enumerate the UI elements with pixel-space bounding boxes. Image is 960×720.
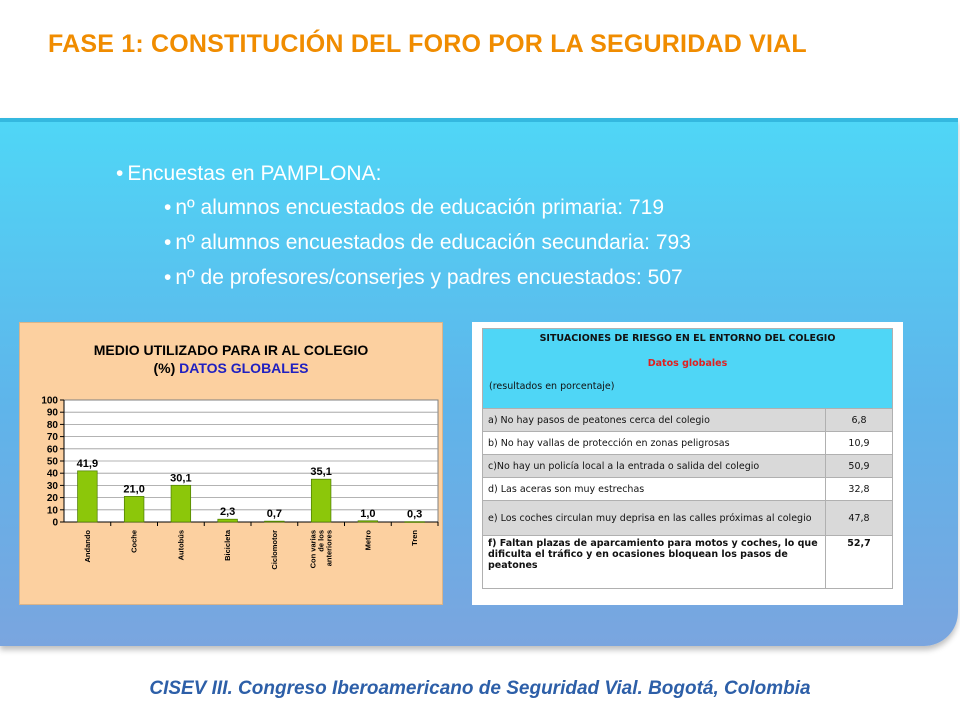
bar xyxy=(218,519,238,522)
footer: CISEV III. Congreso Iberoamericano de Seguridad Vial. Bogotá, Colombia xyxy=(149,678,811,699)
bullet-sub-3: • nº de profesores/conserjes y padres encuestados: 507 xyxy=(164,266,683,289)
row-value: 10,9 xyxy=(826,432,893,455)
row-label: d) Las aceras son muy estrechas xyxy=(483,478,826,501)
row-value: 52,7 xyxy=(826,536,893,589)
data-label: 0,7 xyxy=(266,508,283,521)
x-tick-label xyxy=(270,530,279,570)
bar xyxy=(78,471,98,522)
risk-table-box xyxy=(472,322,903,605)
chart-subtitle-prefix: (%) xyxy=(153,360,180,376)
x-tick-label xyxy=(130,530,139,553)
risk-table-subtitle: Datos globales xyxy=(647,358,728,369)
table-row xyxy=(483,501,893,536)
row-value: 50,9 xyxy=(826,455,893,478)
x-tick-label xyxy=(83,530,92,563)
bullet-main: • Encuestas en PAMPLONA: xyxy=(116,162,382,185)
y-tick-label: 100 xyxy=(41,395,58,407)
row-label: c)No hay un policía local a la entrada o salida del colegio xyxy=(483,455,826,478)
bar xyxy=(265,521,285,522)
slide-title: FASE 1: CONSTITUCIÓN DEL FORO POR LA SEGURIDAD VIAL xyxy=(48,30,807,58)
risk-table-header xyxy=(483,329,893,409)
data-label: 21,0 xyxy=(123,483,145,496)
y-tick-label: 70 xyxy=(46,432,58,444)
risk-table xyxy=(482,328,893,589)
x-tick-label-line: Bicicleta xyxy=(223,530,233,561)
x-tick-label-line: Coche xyxy=(129,530,139,553)
risk-table-title: SITUACIONES DE RIESGO EN EL ENTORNO DEL COLEGIO xyxy=(539,333,836,344)
x-tick-label-line: Tren xyxy=(410,530,420,546)
table-row xyxy=(483,432,893,455)
row-label: f) Faltan plazas de aparcamiento para motos y coches, lo que dificulta el tráfico y en ocasiones bloquean los pasos de peatones xyxy=(483,536,826,589)
y-tick-label: 30 xyxy=(46,480,58,492)
bar xyxy=(171,485,191,522)
risk-table-note: (resultados en porcentaje) xyxy=(489,381,615,392)
x-tick-label-line: Metro xyxy=(363,530,373,551)
x-tick-label-line: de los xyxy=(316,530,326,552)
y-tick-label: 20 xyxy=(46,493,58,505)
x-tick-label xyxy=(309,530,334,568)
row-label: b) No hay vallas de protección en zonas peligrosas xyxy=(483,432,826,455)
transport-chart-svg xyxy=(20,323,442,604)
transport-chart xyxy=(19,322,443,605)
bar xyxy=(311,479,331,522)
data-label: 30,1 xyxy=(170,472,192,485)
data-label: 1,0 xyxy=(360,507,376,520)
x-tick-label-line: Andando xyxy=(82,530,92,563)
y-tick-label: 0 xyxy=(52,517,58,529)
chart-subtitle-text: DATOS GLOBALES xyxy=(179,360,309,376)
table-row xyxy=(483,536,893,589)
bar xyxy=(405,522,425,523)
x-tick-label xyxy=(363,530,372,551)
data-label: 0,3 xyxy=(406,508,423,521)
x-tick-label-line: Ciclomotor xyxy=(269,530,279,570)
x-tick-label-line: anteriores xyxy=(324,530,334,567)
table-row xyxy=(483,409,893,432)
y-tick-label: 90 xyxy=(46,407,58,419)
data-label: 41,9 xyxy=(76,457,99,470)
y-tick-label: 10 xyxy=(46,505,58,517)
y-tick-label: 40 xyxy=(46,468,58,480)
row-value: 32,8 xyxy=(826,478,893,501)
y-tick-label: 50 xyxy=(46,456,58,468)
row-label: e) Los coches circulan muy deprisa en las calles próximas al colegio xyxy=(483,501,826,536)
row-value: 6,8 xyxy=(826,409,893,432)
bullet-sub-text: nº de profesores/conserjes y padres encuestados: 507 xyxy=(175,266,683,289)
x-tick-label xyxy=(176,530,185,560)
y-tick-label: 60 xyxy=(46,444,58,456)
table-row xyxy=(483,478,893,501)
bullet-main-text: Encuestas en PAMPLONA: xyxy=(127,162,382,185)
bullet-sub-text: nº alumnos encuestados de educación secundaria: 793 xyxy=(175,231,691,254)
chart-title: MEDIO UTILIZADO PARA IR AL COLEGIO xyxy=(93,342,369,358)
row-value: 47,8 xyxy=(826,501,893,536)
chart-subtitle xyxy=(153,360,308,376)
bullet-sub-text: nº alumnos encuestados de educación primaria: 719 xyxy=(175,196,664,219)
data-label: 35,1 xyxy=(310,466,332,479)
survey-bullets xyxy=(116,158,691,295)
x-tick-label-line: Autobús xyxy=(176,530,186,561)
table-row xyxy=(483,455,893,478)
x-tick-label xyxy=(410,530,419,546)
row-label: a) No hay pasos de peatones cerca del colegio xyxy=(483,409,826,432)
bar xyxy=(124,496,144,522)
x-tick-label xyxy=(223,529,232,561)
bullet-sub-2: • nº alumnos encuestados de educación secundaria: 793 xyxy=(164,231,691,254)
bullet-sub-1: • nº alumnos encuestados de educación primaria: 719 xyxy=(164,196,664,219)
bar xyxy=(358,521,378,522)
x-tick-label-line: Con varias xyxy=(308,530,318,569)
data-label: 2,3 xyxy=(219,506,236,519)
y-tick-label: 80 xyxy=(46,419,58,431)
